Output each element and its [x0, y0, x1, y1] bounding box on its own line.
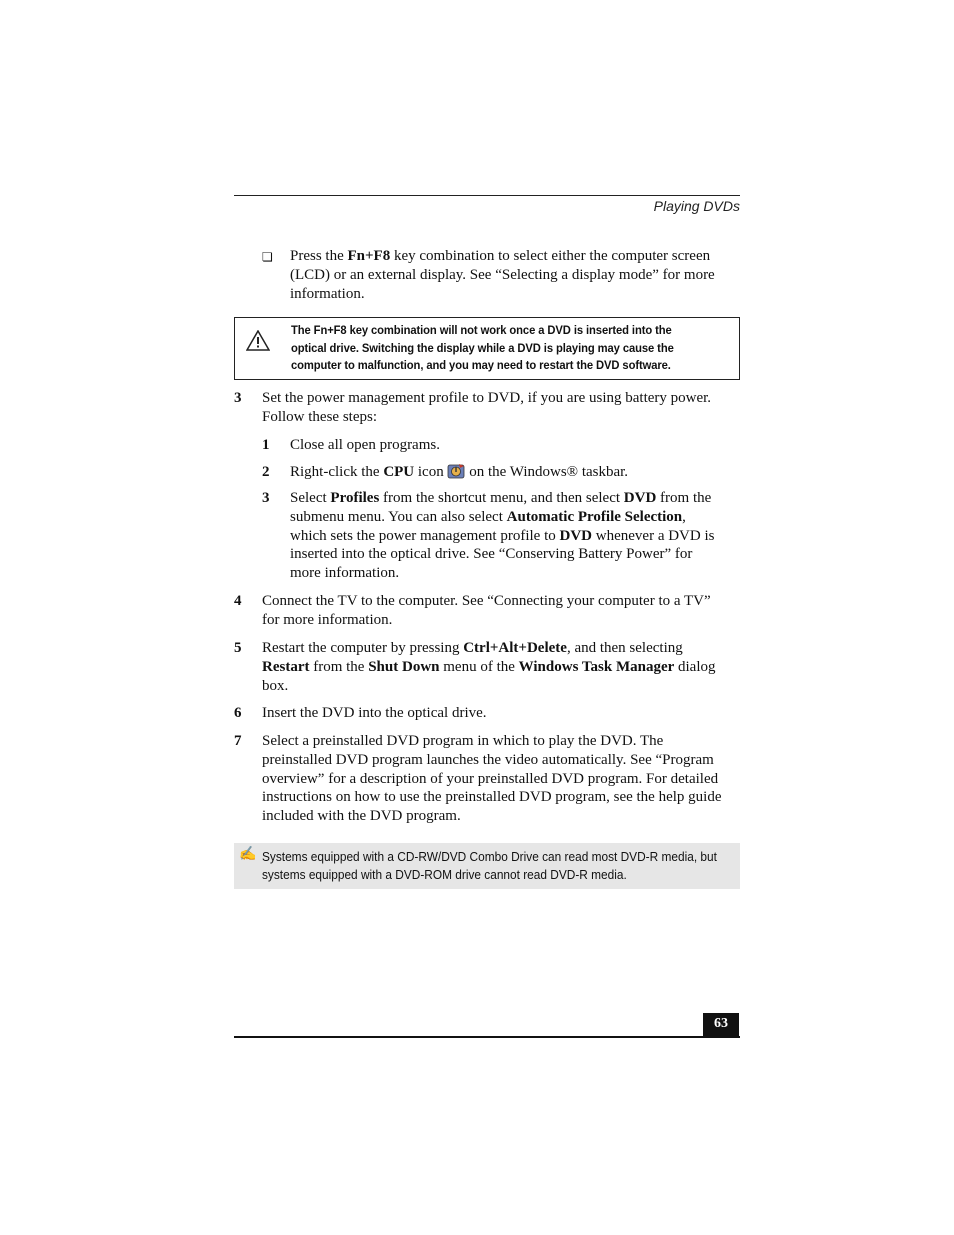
note-pencil-icon: ✍	[239, 847, 257, 862]
step-number: 3	[234, 390, 242, 406]
step-5-text: Restart the computer by pressing Ctrl+Alt+Delete, and then selecting Restart from the Shut Down menu of the Windows Task Manager dialog box.	[262, 640, 716, 694]
step-4-text: Connect the TV to the computer. See “Connecting your computer to a TV” for more information.	[262, 593, 711, 628]
header-rule	[234, 195, 740, 196]
page-number: 63	[703, 1013, 739, 1037]
bullet-paragraph: Press the Fn+F8 key combination to select either the computer screen (LCD) or an external display. See “Selecting a display mode” for more information.	[290, 248, 715, 302]
substep-number: 3	[262, 490, 270, 506]
warning-triangle-icon	[246, 330, 270, 351]
footer-rule	[234, 1036, 740, 1038]
warning-text: The Fn+F8 key combination will not work once a DVD is inserted into the optical drive. Switching the display while a DVD is playing may cause the computer to malfunction, and you may need to restart the DVD software.	[291, 323, 674, 373]
checkbox-bullet-icon: ❏	[262, 250, 273, 264]
step-number: 7	[234, 733, 242, 749]
step-number: 4	[234, 593, 242, 609]
substep-1-text: Close all open programs.	[290, 437, 440, 453]
substep-3-text: Select Profiles from the shortcut menu, and then select DVD from the submenu menu. You can also select Automatic Profile Selection, which sets the power management profile to DVD whenever a DVD is inserted into the optical drive. See “Conserving Battery Power” for more information.	[290, 490, 715, 582]
cpu-tray-icon	[447, 463, 465, 479]
note-box	[234, 843, 740, 889]
step-number: 5	[234, 640, 242, 656]
step-7-text: Select a preinstalled DVD program in which to play the DVD. The preinstalled DVD program launches the video automatically. See “Program overview” for a description of your preinstalled DVD program. For detailed instructions on how to use the preinstalled DVD program, see the help guide included with the DVD program.	[262, 733, 722, 825]
step-3-text: Set the power management profile to DVD, if you are using battery power. Follow these steps:	[262, 390, 712, 425]
page-header-title: Playing DVDs	[653, 198, 740, 214]
note-text: Systems equipped with a CD-RW/DVD Combo Drive can read most DVD-R media, but systems equipped with a DVD-ROM drive cannot read DVD-R media.	[262, 849, 717, 882]
step-number: 6	[234, 705, 242, 721]
substep-number: 2	[262, 464, 270, 480]
substep-number: 1	[262, 437, 270, 453]
substep-2-text: Right-click the CPU icon on the Windows® taskbar.	[290, 464, 629, 480]
step-6-text: Insert the DVD into the optical drive.	[262, 705, 487, 721]
warning-box	[234, 317, 740, 380]
